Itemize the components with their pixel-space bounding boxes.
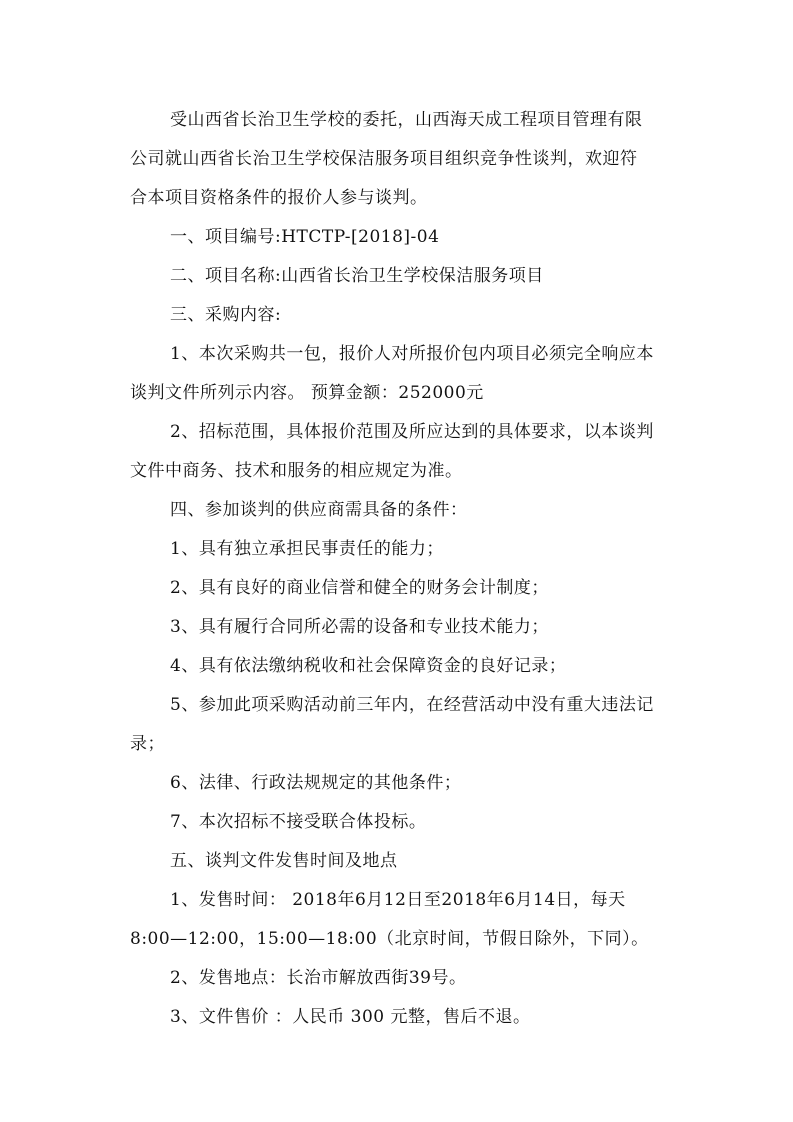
sale-place: 2、发售地点：长治市解放西街39号。 bbox=[170, 968, 467, 988]
content-item-1-line-2: 谈判文件所列示内容。 预算金额：252000元 bbox=[130, 383, 484, 403]
procurement-content-heading: 三、采购内容: bbox=[170, 305, 282, 325]
supplier-conditions-heading: 四、参加谈判的供应商需具备的条件： bbox=[170, 500, 468, 520]
content-item-1-line-1: 1、本次采购共一包，报价人对所报价包内项目必须完全响应本 bbox=[170, 344, 654, 364]
sale-time-line-1: 1、发售时间： 2018年6月12日至2018年6月14日，每天 bbox=[170, 890, 626, 910]
condition-7: 7、本次招标不接受联合体投标。 bbox=[170, 812, 427, 832]
intro-line-2: 公司就山西省长治卫生学校保洁服务项目组织竞争性谈判，欢迎符 bbox=[130, 149, 638, 169]
document-price: 3、文件售价 ：人民币 300 元整，售后不退。 bbox=[170, 1007, 531, 1027]
sale-time-line-2: 8:00—12:00，15:00—18:00（北京时间，节假日除外，下同）。 bbox=[130, 929, 649, 949]
condition-1: 1、具有独立承担民事责任的能力； bbox=[170, 539, 444, 559]
content-item-2-line-1: 2、招标范围，具体报价范围及所应达到的具体要求，以本谈判 bbox=[170, 422, 654, 442]
condition-5-line-2: 录； bbox=[130, 734, 165, 754]
intro-line-3: 合本项目资格条件的报价人参与谈判。 bbox=[130, 188, 428, 208]
condition-4: 4、具有依法缴纳税收和社会保障资金的良好记录； bbox=[170, 656, 567, 676]
intro-line-1: 受山西省长治卫生学校的委托，山西海天成工程项目管理有限 bbox=[170, 110, 643, 130]
condition-2: 2、具有良好的商业信誉和健全的财务会计制度； bbox=[170, 578, 549, 598]
condition-5-line-1: 5、参加此项采购活动前三年内，在经营活动中没有重大违法记 bbox=[170, 695, 654, 715]
condition-6: 6、法律、行政法规规定的其他条件； bbox=[170, 773, 462, 793]
project-name: 二、项目名称:山西省长治卫生学校保洁服务项目 bbox=[170, 266, 544, 286]
content-item-2-line-2: 文件中商务、技术和服务的相应规定为准。 bbox=[130, 461, 463, 481]
project-number: 一、项目编号:HTCTP-[2018]-04 bbox=[170, 227, 440, 247]
sale-time-place-heading: 五、谈判文件发售时间及地点 bbox=[170, 851, 398, 871]
condition-3: 3、具有履行合同所必需的设备和专业技术能力； bbox=[170, 617, 549, 637]
